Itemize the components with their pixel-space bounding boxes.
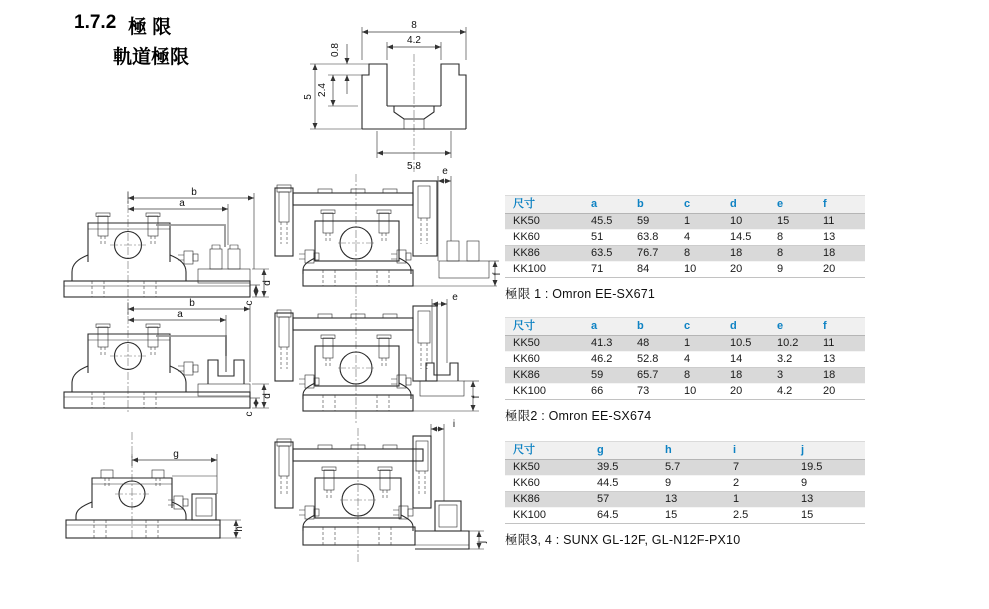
dim-label: d [262, 393, 273, 399]
dim-label: b [191, 187, 197, 198]
cell: 66 [591, 385, 604, 397]
cell: 18 [823, 369, 836, 381]
cell: 64.5 [597, 509, 619, 521]
section-title: 極 限 [128, 17, 172, 38]
cell: 71 [591, 263, 604, 275]
cell: 13 [823, 231, 836, 243]
col-header: c [680, 196, 726, 214]
limit2-side-drawing [58, 296, 273, 418]
cell: 14 [730, 353, 743, 365]
cell: 8 [777, 231, 784, 243]
row-label: KK60 [513, 477, 540, 489]
table-header-row [505, 196, 865, 214]
limit1-dimensions-table [505, 195, 865, 278]
cell: 46.2 [591, 353, 613, 365]
limit34-end-drawing [263, 416, 503, 568]
col-header: d [726, 318, 773, 336]
carriage-body [275, 436, 431, 545]
carriage-body [275, 306, 479, 411]
row-label: KK50 [513, 215, 540, 227]
cell: 20 [730, 263, 743, 275]
cell: 13 [801, 493, 814, 505]
col-header: f [819, 196, 865, 214]
cell: 18 [730, 247, 743, 259]
dim-label: e [452, 292, 458, 303]
col-header: i [729, 442, 797, 460]
cell: 11 [823, 337, 835, 349]
cell: 10 [684, 263, 697, 275]
dimensions [431, 419, 488, 549]
cell: 18 [823, 247, 836, 259]
dim-label: 5 [303, 94, 314, 100]
col-header: a [587, 318, 633, 336]
table-row [505, 384, 865, 400]
col-header: 尺寸 [505, 318, 587, 336]
table-row [505, 214, 865, 230]
dim-label: a [179, 198, 185, 209]
cell: 8 [777, 247, 784, 259]
cell: 10 [730, 215, 743, 227]
dim-label: g [173, 449, 179, 460]
cell: 48 [637, 337, 650, 349]
subsection-title: 軌道極限 [113, 47, 190, 68]
limit2-end-drawing [263, 291, 503, 429]
limit34-dimensions-table [505, 441, 865, 524]
table-header-row [505, 442, 865, 460]
row-label: KK100 [513, 385, 547, 397]
row-label: KK60 [513, 231, 540, 243]
dim-label: a [177, 309, 183, 320]
cell: 20 [823, 385, 836, 397]
row-label: KK60 [513, 353, 540, 365]
cell: 59 [591, 369, 604, 381]
col-header: a [587, 196, 633, 214]
cell: 13 [665, 493, 678, 505]
cell: 15 [777, 215, 790, 227]
col-header: f [819, 318, 865, 336]
cell: 20 [730, 385, 743, 397]
dim-label: 0.8 [330, 43, 341, 57]
cell: 9 [777, 263, 784, 275]
limit2-caption: 極限2 : Omron EE-SX674 [505, 409, 652, 423]
table-row [505, 492, 865, 508]
row-label: KK100 [513, 509, 547, 521]
cell: 10.2 [777, 337, 799, 349]
cell: 3.2 [777, 353, 793, 365]
col-header: d [726, 196, 773, 214]
col-header: c [680, 318, 726, 336]
cell: 73 [637, 385, 650, 397]
table-row [505, 508, 865, 524]
dim-label: d [262, 280, 273, 286]
limit1-end-drawing [263, 166, 503, 304]
dim-label: h [234, 526, 245, 532]
dim-label: b [189, 298, 195, 309]
cell: 45.5 [591, 215, 613, 227]
table-header-row [505, 318, 865, 336]
limit1-side-drawing [58, 185, 273, 307]
col-header: e [773, 196, 819, 214]
dimensions [438, 166, 503, 286]
table-row [505, 262, 865, 278]
cell: 10 [684, 385, 697, 397]
cell: 76.7 [637, 247, 659, 259]
row-label: KK50 [513, 461, 540, 473]
limit1-table-block [505, 195, 867, 302]
table-row [505, 230, 865, 246]
cell: 63.5 [591, 247, 613, 259]
limit1-caption: 極限 1 : Omron EE-SX671 [505, 287, 656, 301]
cell: 84 [637, 263, 650, 275]
cell: 2.5 [733, 509, 749, 521]
row-label: KK50 [513, 337, 540, 349]
cell: 8 [684, 369, 691, 381]
cell: 51 [591, 231, 604, 243]
cell: 1 [684, 337, 691, 349]
dim-label: i [452, 419, 456, 430]
cell: 59 [637, 215, 650, 227]
limit2-table-block [505, 317, 867, 424]
sensor-ee-sx671 [438, 186, 489, 278]
dim-label: c [244, 300, 255, 306]
cell: 15 [665, 509, 678, 521]
col-header: e [773, 318, 819, 336]
carriage-body [66, 470, 220, 538]
cell: 11 [823, 215, 835, 227]
cell: 4 [684, 231, 691, 243]
cell: 65.7 [637, 369, 659, 381]
col-header: b [633, 318, 680, 336]
dim-label: e [442, 166, 448, 177]
cell: 15 [801, 509, 814, 521]
cell: 13 [823, 353, 836, 365]
row-label: KK86 [513, 247, 540, 259]
row-label: KK86 [513, 369, 540, 381]
section-number: 1.7.2 [74, 12, 117, 33]
dim-label: 8 [411, 20, 417, 31]
cell: 9 [665, 477, 672, 489]
table-row [505, 460, 865, 476]
table-row [505, 246, 865, 262]
row-label: KK86 [513, 493, 540, 505]
dim-label: c [244, 411, 255, 417]
limit34-side-drawing [58, 426, 273, 544]
table-row [505, 368, 865, 384]
cell: 44.5 [597, 477, 619, 489]
cell: 39.5 [597, 461, 619, 473]
row-label: KK100 [513, 263, 547, 275]
cell: 20 [823, 263, 836, 275]
col-header: g [593, 442, 661, 460]
dimensions [128, 187, 273, 306]
cell: 8 [684, 247, 691, 259]
limit2-dimensions-table [505, 317, 865, 400]
sensor-gl12f [172, 476, 217, 520]
dim-label: f [492, 272, 503, 276]
limit34-table-block [505, 441, 867, 548]
sensor-ee-sx674 [420, 309, 464, 396]
dimensions [132, 449, 245, 538]
dim-label: f [471, 395, 482, 399]
cell: 14.5 [730, 231, 752, 243]
cell: 1 [684, 215, 691, 227]
limit34-caption: 極限3, 4 : SUNX GL-12F, GL-N12F-PX10 [505, 533, 741, 547]
table-row [505, 476, 865, 492]
rail-profile-drawing [300, 10, 490, 178]
cell: 19.5 [801, 461, 823, 473]
dim-label: 2.4 [317, 83, 328, 97]
cell: 7 [733, 461, 740, 473]
dim-label: 5.8 [407, 161, 421, 172]
cell: 52.8 [637, 353, 659, 365]
table-row [505, 352, 865, 368]
cell: 9 [801, 477, 808, 489]
col-header: 尺寸 [505, 196, 587, 214]
cell: 5.7 [665, 461, 681, 473]
cell: 18 [730, 369, 743, 381]
dim-label: j [477, 540, 488, 544]
col-header: b [633, 196, 680, 214]
dimensions [128, 298, 273, 417]
dimensions [432, 292, 482, 411]
cell: 10.5 [730, 337, 752, 349]
cell: 2 [733, 477, 740, 489]
col-header: h [661, 442, 729, 460]
cell: 3 [777, 369, 784, 381]
cell: 41.3 [591, 337, 613, 349]
cell: 4 [684, 353, 691, 365]
cell: 57 [597, 493, 610, 505]
cell: 1 [733, 493, 740, 505]
cell: 63.8 [637, 231, 659, 243]
cell: 4.2 [777, 385, 793, 397]
table-row [505, 336, 865, 352]
dim-label: 4.2 [407, 35, 421, 46]
col-header: j [797, 442, 865, 460]
carriage-body [275, 181, 497, 286]
col-header: 尺寸 [505, 442, 593, 460]
